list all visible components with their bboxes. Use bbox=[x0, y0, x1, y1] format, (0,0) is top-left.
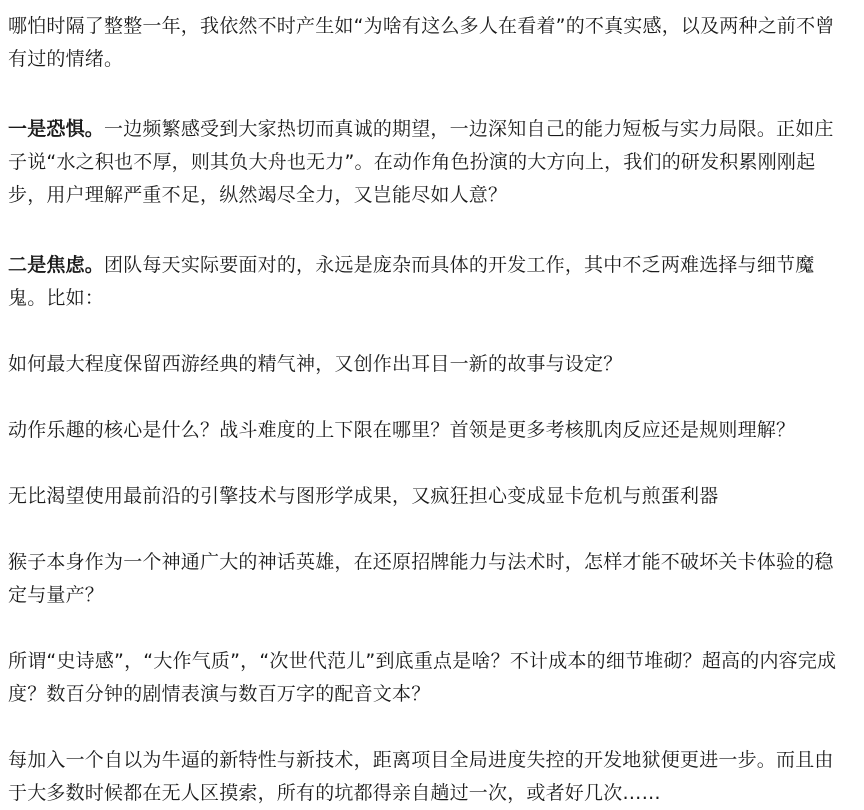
paragraph-fear bbox=[8, 113, 844, 212]
paragraph-final bbox=[8, 744, 844, 810]
paragraph-question-4 bbox=[8, 546, 844, 612]
paragraph-question-3 bbox=[8, 480, 844, 513]
paragraph-text: 猴子本身作为一个神通广大的神话英雄，在还原招牌能力与法术时，怎样才能不破坏关卡体验的稳定与量产？ bbox=[8, 551, 834, 606]
paragraph-text: 哪怕时隔了整整一年，我依然不时产生如“为啥有这么多人在看着”的不真实感，以及两种之前不曾有过的情绪。 bbox=[8, 15, 835, 70]
paragraph-text: 一边频繁感受到大家热切而真诚的期望，一边深知自己的能力短板与实力局限。正如庄子说“水之积也不厚，则其负大舟也无力”。在动作角色扮演的大方向上，我们的研发积累刚刚起步，用户理解严重不足，纵然竭尽全力，又岂能尽如人意？ bbox=[8, 118, 834, 206]
paragraph-anxiety bbox=[8, 249, 844, 315]
paragraph-lead-fear: 一是恐惧。 bbox=[8, 118, 105, 140]
paragraph-question-5 bbox=[8, 645, 844, 711]
paragraph-1 bbox=[8, 0, 844, 76]
paragraph-text: 所谓“史诗感”，“大作气质”，“次世代范儿”到底重点是啥？不计成本的细节堆砌？超高的内容完成度？数百分钟的剧情表演与数百万字的配音文本？ bbox=[8, 650, 837, 705]
paragraph-lead-anxiety: 二是焦虑。 bbox=[8, 254, 105, 276]
paragraph-question-1 bbox=[8, 348, 844, 381]
paragraph-text: 每加入一个自以为牛逼的新特性与新技术，距离项目全局进度失控的开发地狱便更进一步。而且由于大多数时候都在无人区摸索，所有的坑都得亲自趟过一次，或者好几次…… bbox=[8, 749, 834, 804]
paragraph-text: 无比渴望使用最前沿的引擎技术与图形学成果，又疯狂担心变成显卡危机与煎蛋利器 bbox=[8, 485, 719, 507]
paragraph-text: 团队每天实际要面对的，永远是庞杂而具体的开发工作，其中不乏两难选择与细节魔鬼。比如： bbox=[8, 254, 815, 309]
paragraph-text: 如何最大程度保留西游经典的精气神，又创作出耳目一新的故事与设定？ bbox=[8, 353, 623, 375]
paragraph-question-2 bbox=[8, 414, 844, 447]
paragraph-text: 动作乐趣的核心是什么？战斗难度的上下限在哪里？首领是更多考核肌肉反应还是规则理解？ bbox=[8, 419, 796, 441]
